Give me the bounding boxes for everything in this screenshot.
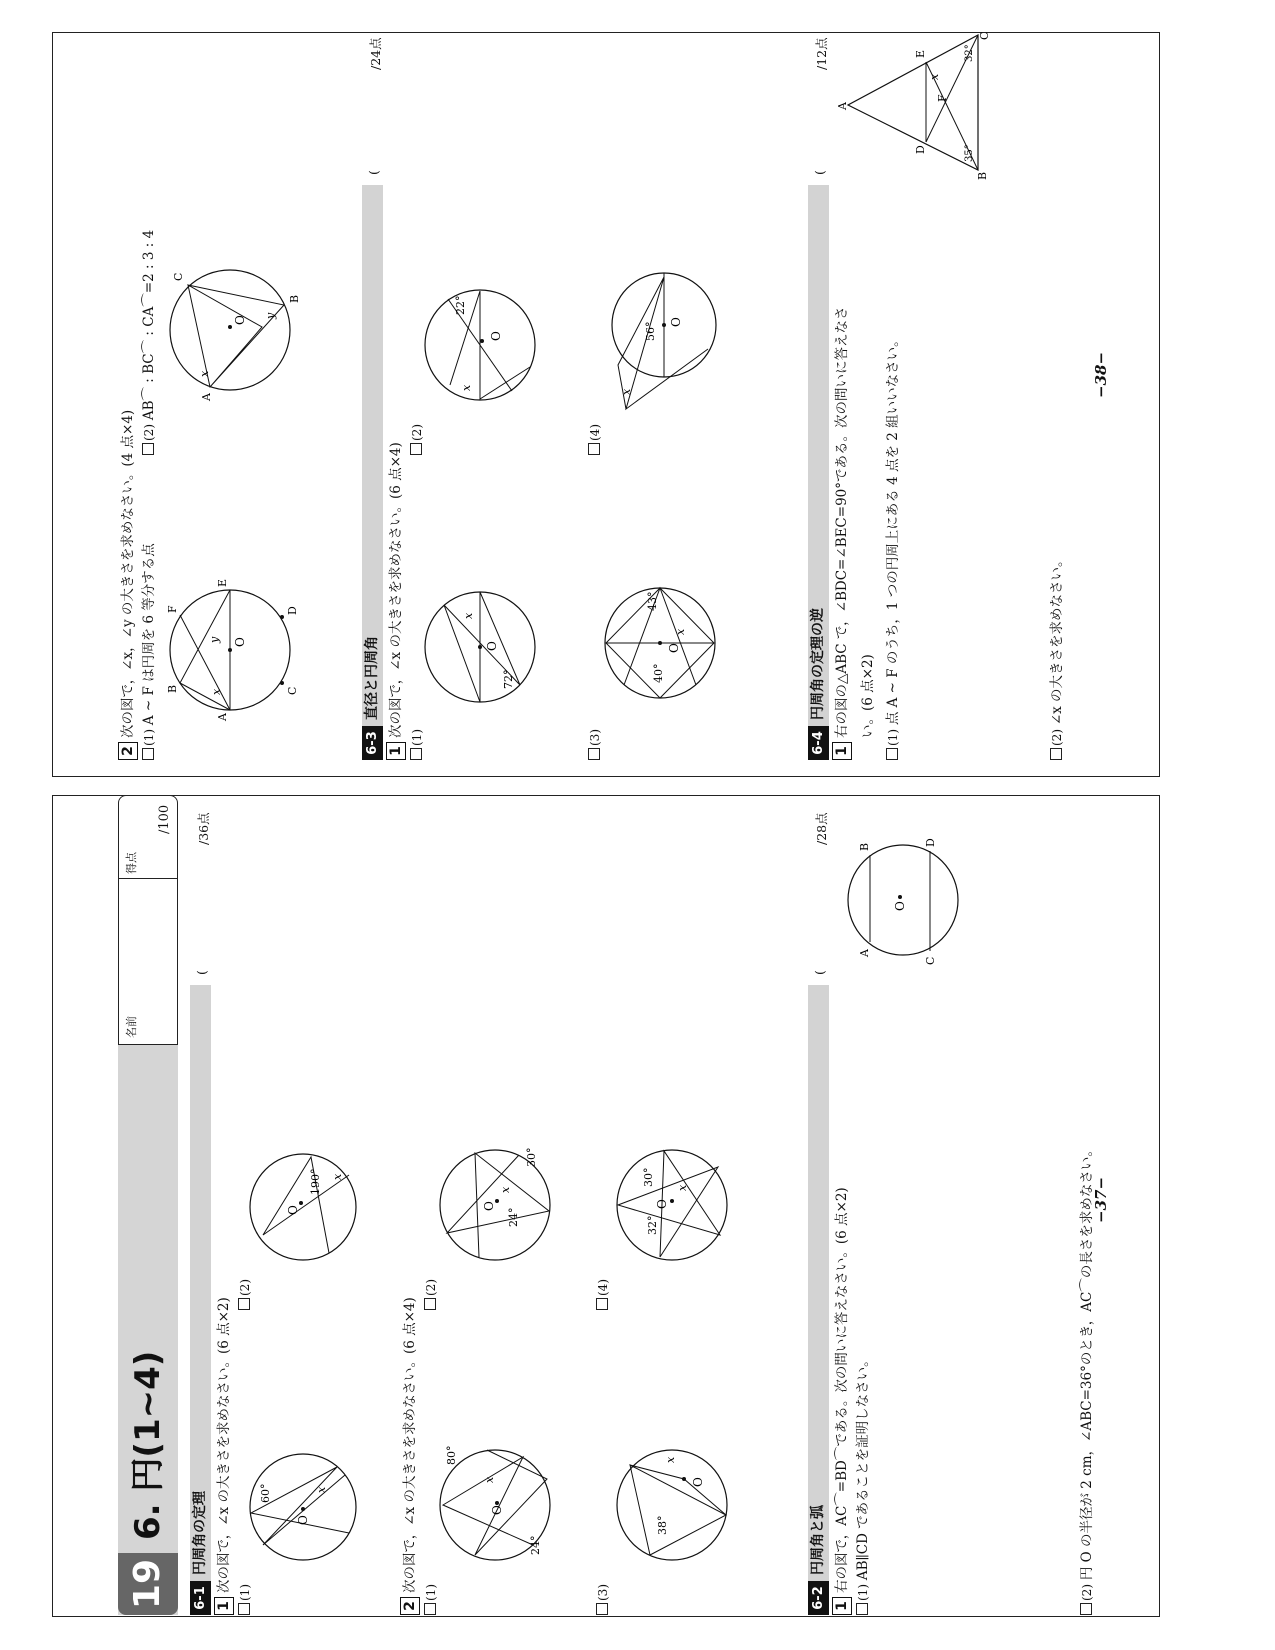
- score-total: /100: [157, 804, 172, 834]
- point-label: C: [924, 956, 937, 965]
- sub-6-4-1-1: [886, 333, 901, 760]
- sub-6-3-1-1: [410, 729, 424, 760]
- section-tag-6-4: 6-4: [808, 726, 829, 760]
- section-title-6-2: 円周角と弧: [810, 1505, 826, 1575]
- figure-6-1-2-1: [435, 1425, 560, 1575]
- sub-6-1-2b-1: [142, 543, 157, 760]
- center-label: O: [490, 1505, 504, 1515]
- center-label: O: [669, 317, 683, 327]
- center-label: O: [485, 641, 499, 651]
- x-label: x: [620, 388, 633, 395]
- figure-6-1-2-2: [435, 1125, 560, 1275]
- name-field[interactable]: [119, 878, 177, 1044]
- score-label: 得点: [125, 852, 138, 874]
- y-label: y: [264, 312, 277, 319]
- sub-text: ∠x の大きさを求めなさい。: [1049, 553, 1065, 726]
- sub-text: AB∥CD であることを証明しなさい。: [855, 1353, 871, 1581]
- instruction-6-3-1: 次の図で，∠x の大きさを求めなさい。(6 点×4): [388, 442, 404, 738]
- angle-label: 72°: [502, 669, 515, 689]
- angle-label: 32°: [964, 44, 975, 62]
- point-label: B: [166, 684, 179, 693]
- sub-6-1-2-2: [424, 1279, 438, 1310]
- page-38: [0, 30, 1275, 760]
- q-number-6-1-2b: 2: [118, 742, 138, 760]
- page-37: [0, 795, 1275, 1615]
- sub-label: (1): [142, 729, 156, 746]
- sub-6-2-1-1: [856, 1353, 871, 1615]
- figure-6-4-triangle: [836, 30, 991, 180]
- center-label: O: [233, 637, 247, 647]
- center-label: O: [296, 1515, 310, 1525]
- point-label: C: [172, 272, 185, 281]
- checkbox[interactable]: [1050, 748, 1062, 760]
- angle-label: 56°: [644, 321, 657, 341]
- x-label: x: [462, 612, 475, 619]
- point-label: E: [216, 578, 229, 587]
- instruction-6-2-1: 右の図で，AC⌒=BD⌒である。次の問いに答えなさい。(6 点×2): [834, 1187, 850, 1593]
- sub-text: A ~ F は円周を 6 等分する点: [141, 543, 157, 726]
- instruction-6-4-1-cont: い。(6 点×2): [860, 654, 876, 738]
- checkbox[interactable]: [588, 443, 600, 455]
- x-label: x: [198, 370, 211, 377]
- point-label: F: [166, 605, 179, 613]
- point-label: F: [936, 94, 949, 102]
- sub-6-3-1-2: [410, 424, 424, 455]
- sub-label: (3): [596, 1584, 610, 1601]
- sub-label: (2): [142, 424, 156, 441]
- section-tag-6-3: 6-3: [362, 726, 383, 760]
- instruction-6-1-2: 次の図で，∠x の大きさを求めなさい。(6 点×4): [402, 1297, 418, 1593]
- point-label: A: [216, 713, 229, 721]
- center-label: O: [667, 643, 681, 653]
- page-number-38: −38−: [1092, 351, 1110, 398]
- point-label: D: [914, 145, 927, 154]
- center-label: O: [893, 901, 907, 911]
- center-label: O: [691, 1477, 705, 1487]
- checkbox[interactable]: [424, 1298, 436, 1310]
- checkbox[interactable]: [142, 443, 154, 455]
- checkbox[interactable]: [238, 1298, 250, 1310]
- center-label: O: [655, 1199, 669, 1209]
- sub-label: (3): [588, 729, 602, 746]
- figure-6-1-2-4: [612, 1125, 737, 1275]
- point-label: C: [978, 31, 991, 40]
- section-tag-6-2: 6-2: [808, 1581, 829, 1615]
- angle-label: 24°: [507, 1207, 520, 1227]
- sub-6-1-2-4: [596, 1279, 610, 1310]
- angle-label: 43°: [646, 591, 659, 611]
- figure-6-1-2-3: [612, 1425, 737, 1575]
- figure-6-3-2: [418, 275, 543, 415]
- figure-hexagon-points: [158, 565, 303, 735]
- x-label: x: [315, 1486, 328, 1493]
- x-label: x: [674, 628, 687, 635]
- section-paren-6-1: (: [194, 970, 209, 975]
- sub-label: (1): [424, 1584, 438, 1601]
- checkbox[interactable]: [596, 1298, 608, 1310]
- sub-label: (1): [886, 729, 900, 746]
- checkbox[interactable]: [424, 1603, 436, 1615]
- x-label: x: [460, 384, 473, 391]
- unit-badge: 19: [118, 1553, 178, 1615]
- section-score-6-1: /36点: [196, 812, 211, 845]
- page-title: 6. 円(1~4): [128, 1350, 168, 1540]
- section-score-6-3: /24点: [368, 37, 383, 70]
- sub-text: 円 O の半径が 2 cm，∠ABC=36°のとき，AC⌒の長さを求めなさい。: [1079, 1143, 1095, 1581]
- point-label: B: [858, 842, 871, 851]
- sub-6-1-1-2: [238, 1279, 252, 1310]
- instruction-6-4-1: 右の図の△ABC で，∠BDC=∠BEC=90°である。次の問いに答えなさ: [834, 306, 850, 738]
- figure-6-3-1: [418, 575, 543, 715]
- sub-label: (2): [410, 424, 424, 441]
- x-label: x: [499, 1186, 512, 1193]
- x-label: x: [331, 1173, 344, 1180]
- section-title-6-4: 円周角の定理の逆: [810, 608, 826, 720]
- center-label: O: [489, 331, 503, 341]
- section-score-6-2: /28点: [814, 812, 829, 845]
- sub-label: (2): [424, 1279, 438, 1296]
- figure-6-1-1: [245, 1435, 365, 1575]
- figure-6-2-arcs: [838, 825, 968, 975]
- angle-label: 38°: [656, 1515, 669, 1535]
- point-label: A: [858, 949, 871, 957]
- point-label: B: [976, 171, 989, 180]
- section-score-6-4: /12点: [814, 37, 829, 70]
- x-label: x: [928, 73, 941, 80]
- angle-label: 40°: [652, 663, 665, 683]
- checkbox[interactable]: [886, 748, 898, 760]
- x-label: x: [483, 1476, 496, 1483]
- sub-6-3-1-4: [588, 424, 602, 455]
- point-label: D: [286, 606, 299, 615]
- checkbox[interactable]: [410, 443, 422, 455]
- point-label: A: [836, 102, 849, 110]
- sub-text: 点 A ~ F のうち，1 つの円周上にある 4 点を 2 組いいなさい。: [885, 333, 901, 726]
- angle-label: 30°: [642, 1167, 655, 1187]
- q-number-6-2-1: 1: [832, 1597, 852, 1615]
- sub-label: (1): [856, 1584, 870, 1601]
- checkbox[interactable]: [238, 1603, 250, 1615]
- checkbox[interactable]: [410, 748, 422, 760]
- sub-6-4-1-2: [1050, 553, 1065, 760]
- point-label: D: [924, 838, 937, 847]
- angle-label: 24°: [529, 1535, 542, 1555]
- point-label: A: [200, 393, 213, 401]
- angle-label: 60°: [259, 1483, 272, 1503]
- figure-6-3-4: [598, 245, 723, 415]
- point-label: C: [286, 686, 299, 695]
- section-paren-6-3: (: [366, 170, 381, 175]
- checkbox[interactable]: [856, 1603, 868, 1615]
- sub-text: AB⌒ : BC⌒ : CA⌒=2 : 3 : 4: [141, 229, 157, 421]
- q-number-6-1-2: 2: [400, 1597, 420, 1615]
- angle-label: 22°: [454, 295, 467, 315]
- x-label: x: [676, 1184, 689, 1191]
- sub-label: (4): [588, 424, 602, 441]
- sub-label: (2): [238, 1279, 252, 1296]
- y-label: y: [208, 636, 221, 643]
- sub-6-1-2-3: [596, 1584, 610, 1615]
- sub-label: (1): [238, 1584, 252, 1601]
- section-title-6-1: 円周角の定理: [192, 1491, 208, 1575]
- instruction-6-1-2b: 次の図で，∠x，∠y の大きさを求めなさい。(4 点×4): [120, 409, 136, 738]
- q-number-6-4-1: 1: [832, 742, 852, 760]
- sub-6-1-2b-2: [142, 230, 157, 455]
- section-paren-6-2: (: [812, 970, 827, 975]
- section-tag-6-1: 6-1: [190, 1581, 211, 1615]
- name-score-box: [118, 795, 178, 1045]
- sub-6-3-1-3: [588, 729, 602, 760]
- figure-arc-ratio: [158, 245, 303, 415]
- checkbox[interactable]: [142, 748, 154, 760]
- sub-label: (4): [596, 1279, 610, 1296]
- section-paren-6-4: (: [812, 170, 827, 175]
- figure-6-3-3: [598, 565, 723, 715]
- angle-label: 190°: [309, 1168, 322, 1195]
- page-number-37: −37−: [1092, 1176, 1110, 1223]
- sub-6-1-2-1: [424, 1584, 438, 1615]
- q-number-6-1-1: 1: [214, 1597, 234, 1615]
- name-label: 名前: [125, 1016, 138, 1038]
- point-label: B: [288, 294, 301, 303]
- q-number-6-3-1: 1: [386, 742, 406, 760]
- x-label: x: [664, 1456, 677, 1463]
- angle-label: 80°: [445, 1445, 458, 1465]
- checkbox[interactable]: [588, 748, 600, 760]
- center-label: O: [482, 1201, 496, 1211]
- sub-label: (2): [1080, 1584, 1094, 1601]
- x-label: x: [210, 688, 223, 695]
- point-label: E: [914, 49, 927, 58]
- sub-label: (1): [410, 729, 424, 746]
- checkbox[interactable]: [596, 1603, 608, 1615]
- section-title-6-3: 直径と円周角: [364, 636, 380, 720]
- center-label: O: [233, 315, 247, 325]
- angle-label: 30°: [525, 1147, 538, 1167]
- instruction-6-1-1: 次の図で，∠x の大きさを求めなさい。(6 点×2): [216, 1297, 232, 1593]
- checkbox[interactable]: [1080, 1603, 1092, 1615]
- angle-label: 32°: [646, 1215, 659, 1235]
- sub-6-1-1-1: [238, 1584, 252, 1615]
- angle-label: 35°: [964, 144, 975, 162]
- center-label: O: [286, 1205, 300, 1215]
- sub-label: (2): [1050, 729, 1064, 746]
- figure-6-1-2: [245, 1135, 365, 1275]
